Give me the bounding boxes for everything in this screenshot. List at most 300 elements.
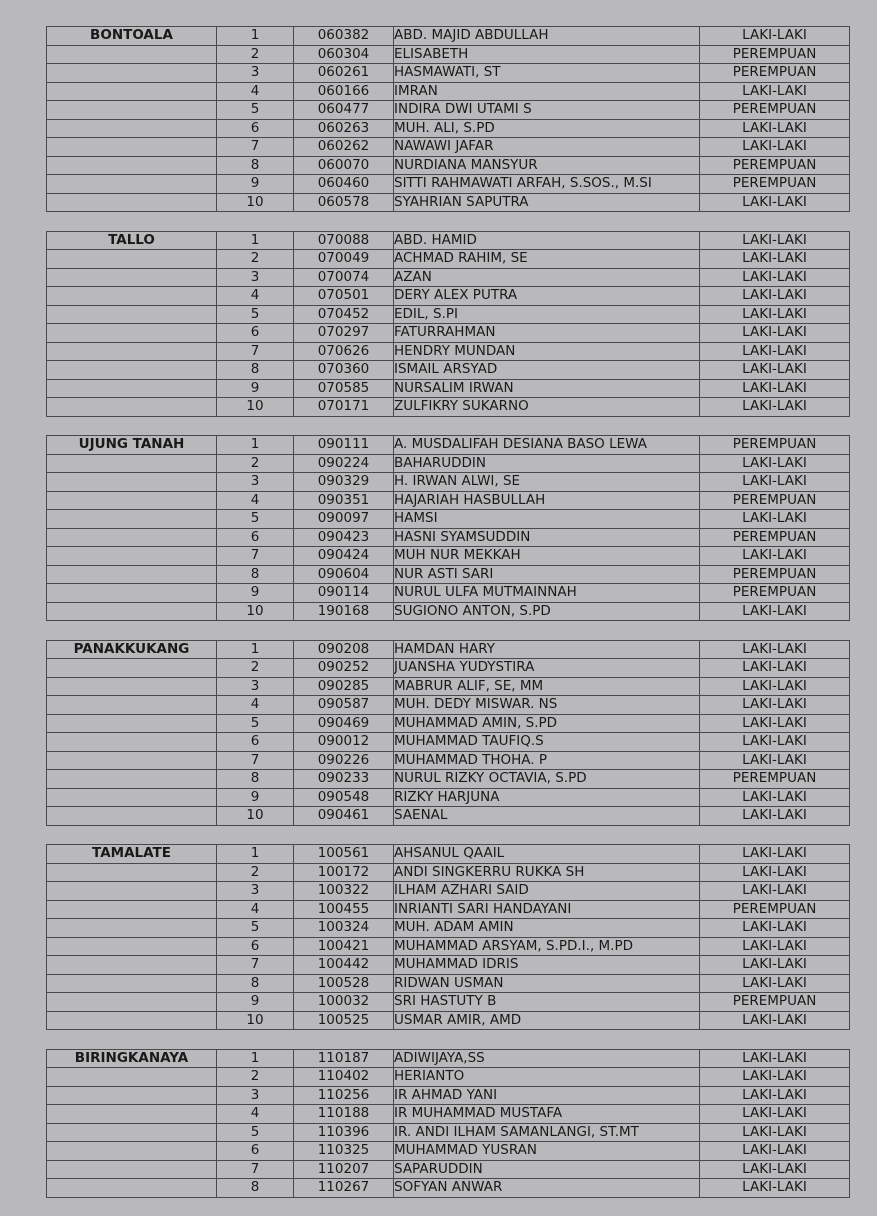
row-number: 4 — [217, 900, 294, 919]
gender: LAKI-LAKI — [700, 510, 850, 529]
district-table — [46, 1049, 850, 1198]
table-row — [47, 193, 850, 212]
district-cell-empty — [47, 193, 217, 212]
person-name: MUH NUR MEKKAH — [394, 547, 700, 566]
row-number: 1 — [217, 436, 294, 455]
district-cell-empty — [47, 250, 217, 269]
gender: LAKI-LAKI — [700, 751, 850, 770]
row-number: 2 — [217, 454, 294, 473]
district-cell-empty — [47, 751, 217, 770]
gender: LAKI-LAKI — [700, 342, 850, 361]
row-number: 6 — [217, 937, 294, 956]
row-number: 8 — [217, 361, 294, 380]
person-name: RIDWAN USMAN — [394, 974, 700, 993]
district-cell-empty — [47, 788, 217, 807]
employee-id: 090461 — [294, 807, 394, 826]
gender: LAKI-LAKI — [700, 398, 850, 417]
district-cell-empty — [47, 138, 217, 157]
table-row — [47, 659, 850, 678]
gender: PEREMPUAN — [700, 436, 850, 455]
gender: LAKI-LAKI — [700, 1068, 850, 1087]
row-number: 8 — [217, 770, 294, 789]
table-row — [47, 101, 850, 120]
employee-id: 090604 — [294, 565, 394, 584]
gender: PEREMPUAN — [700, 64, 850, 83]
district-cell-empty — [47, 454, 217, 473]
district-table — [46, 435, 850, 621]
district-cell-empty — [47, 119, 217, 138]
employee-id: 060262 — [294, 138, 394, 157]
row-number: 10 — [217, 398, 294, 417]
employee-id: 110267 — [294, 1179, 394, 1198]
person-name: IR. ANDI ILHAM SAMANLANGI, ST.MT — [394, 1123, 700, 1142]
gender: LAKI-LAKI — [700, 82, 850, 101]
gender: LAKI-LAKI — [700, 1011, 850, 1030]
table-row — [47, 602, 850, 621]
district-name: TAMALATE — [47, 845, 217, 864]
person-name: RIZKY HARJUNA — [394, 788, 700, 807]
row-number: 8 — [217, 974, 294, 993]
employee-id: 090351 — [294, 491, 394, 510]
row-number: 5 — [217, 101, 294, 120]
employee-id: 090423 — [294, 528, 394, 547]
table-row — [47, 547, 850, 566]
row-number: 1 — [217, 27, 294, 46]
employee-id: 090114 — [294, 584, 394, 603]
table-row — [47, 45, 850, 64]
row-number: 6 — [217, 733, 294, 752]
row-number: 5 — [217, 714, 294, 733]
table-row — [47, 1179, 850, 1198]
district-table — [46, 26, 850, 212]
table-row — [47, 863, 850, 882]
person-name: ILHAM AZHARI SAID — [394, 882, 700, 901]
table-row — [47, 361, 850, 380]
employee-id: 090233 — [294, 770, 394, 789]
person-name: IR AHMAD YANI — [394, 1086, 700, 1105]
district-cell-empty — [47, 379, 217, 398]
table-row — [47, 138, 850, 157]
employee-id: 100032 — [294, 993, 394, 1012]
person-name: BAHARUDDIN — [394, 454, 700, 473]
gender: PEREMPUAN — [700, 45, 850, 64]
person-name: NURDIANA MANSYUR — [394, 156, 700, 175]
district-cell-empty — [47, 677, 217, 696]
employee-id: 090252 — [294, 659, 394, 678]
employee-id: 090548 — [294, 788, 394, 807]
table-row — [47, 436, 850, 455]
district-cell-empty — [47, 900, 217, 919]
person-name: MUHAMMAD ARSYAM, S.PD.I., M.PD — [394, 937, 700, 956]
employee-id: 100172 — [294, 863, 394, 882]
district-cell-empty — [47, 1160, 217, 1179]
person-name: IR MUHAMMAD MUSTAFA — [394, 1105, 700, 1124]
district-cell-empty — [47, 770, 217, 789]
employee-id: 070088 — [294, 231, 394, 250]
person-name: ANDI SINGKERRU RUKKA SH — [394, 863, 700, 882]
gender: LAKI-LAKI — [700, 268, 850, 287]
gender: LAKI-LAKI — [700, 677, 850, 696]
table-row — [47, 677, 850, 696]
district-cell-empty — [47, 342, 217, 361]
employee-id: 090285 — [294, 677, 394, 696]
person-name: DERY ALEX PUTRA — [394, 287, 700, 306]
employee-id: 100528 — [294, 974, 394, 993]
gender: LAKI-LAKI — [700, 27, 850, 46]
row-number: 10 — [217, 807, 294, 826]
gender: LAKI-LAKI — [700, 1160, 850, 1179]
table-row — [47, 64, 850, 83]
person-name: HASNI SYAMSUDDIN — [394, 528, 700, 547]
gender: PEREMPUAN — [700, 101, 850, 120]
row-number: 6 — [217, 528, 294, 547]
row-number: 7 — [217, 138, 294, 157]
row-number: 9 — [217, 379, 294, 398]
person-name: ADIWIJAYA,SS — [394, 1049, 700, 1068]
gender: LAKI-LAKI — [700, 1142, 850, 1161]
person-name: SOFYAN ANWAR — [394, 1179, 700, 1198]
table-row — [47, 770, 850, 789]
row-number: 2 — [217, 45, 294, 64]
district-cell-empty — [47, 305, 217, 324]
person-name: HERIANTO — [394, 1068, 700, 1087]
row-number: 10 — [217, 193, 294, 212]
employee-id: 070452 — [294, 305, 394, 324]
row-number: 4 — [217, 82, 294, 101]
person-name: ISMAIL ARSYAD — [394, 361, 700, 380]
row-number: 7 — [217, 751, 294, 770]
employee-id: 190168 — [294, 602, 394, 621]
table-row — [47, 1123, 850, 1142]
district-cell-empty — [47, 919, 217, 938]
district-table — [46, 844, 850, 1030]
gender: LAKI-LAKI — [700, 640, 850, 659]
district-cell-empty — [47, 156, 217, 175]
gender: LAKI-LAKI — [700, 1123, 850, 1142]
employee-id: 090424 — [294, 547, 394, 566]
row-number: 3 — [217, 268, 294, 287]
person-name: SRI HASTUTY B — [394, 993, 700, 1012]
district-cell-empty — [47, 1105, 217, 1124]
row-number: 3 — [217, 1086, 294, 1105]
table-row — [47, 398, 850, 417]
employee-id: 090587 — [294, 696, 394, 715]
gender: LAKI-LAKI — [700, 193, 850, 212]
row-number: 3 — [217, 64, 294, 83]
person-name: IMRAN — [394, 82, 700, 101]
gender: LAKI-LAKI — [700, 863, 850, 882]
person-name: ACHMAD RAHIM, SE — [394, 250, 700, 269]
gender: LAKI-LAKI — [700, 547, 850, 566]
row-number: 6 — [217, 324, 294, 343]
row-number: 8 — [217, 565, 294, 584]
row-number: 5 — [217, 1123, 294, 1142]
person-name: ABD. MAJID ABDULLAH — [394, 27, 700, 46]
district-cell-empty — [47, 547, 217, 566]
district-cell-empty — [47, 602, 217, 621]
gender: LAKI-LAKI — [700, 454, 850, 473]
row-number: 6 — [217, 1142, 294, 1161]
gender: LAKI-LAKI — [700, 1179, 850, 1198]
table-row — [47, 324, 850, 343]
district-cell-empty — [47, 659, 217, 678]
row-number: 10 — [217, 602, 294, 621]
row-number: 6 — [217, 119, 294, 138]
employee-id: 110396 — [294, 1123, 394, 1142]
gender: PEREMPUAN — [700, 491, 850, 510]
employee-id: 060460 — [294, 175, 394, 194]
employee-id: 070171 — [294, 398, 394, 417]
row-number: 3 — [217, 677, 294, 696]
row-number: 8 — [217, 1179, 294, 1198]
table-row — [47, 751, 850, 770]
district-name: BONTOALA — [47, 27, 217, 46]
gender: PEREMPUAN — [700, 528, 850, 547]
table-row — [47, 1011, 850, 1030]
employee-id: 100421 — [294, 937, 394, 956]
employee-id: 060304 — [294, 45, 394, 64]
person-name: MUH. DEDY MISWAR. NS — [394, 696, 700, 715]
district-name: PANAKKUKANG — [47, 640, 217, 659]
table-row — [47, 250, 850, 269]
table-row — [47, 1086, 850, 1105]
employee-id: 100525 — [294, 1011, 394, 1030]
roster-sheet — [46, 26, 849, 1216]
person-name: ABD. HAMID — [394, 231, 700, 250]
gender: PEREMPUAN — [700, 175, 850, 194]
table-row — [47, 1068, 850, 1087]
row-number: 5 — [217, 510, 294, 529]
row-number: 7 — [217, 1160, 294, 1179]
table-row — [47, 119, 850, 138]
gender: PEREMPUAN — [700, 156, 850, 175]
person-name: AZAN — [394, 268, 700, 287]
table-row — [47, 82, 850, 101]
employee-id: 090329 — [294, 473, 394, 492]
employee-id: 100455 — [294, 900, 394, 919]
person-name: MUH. ALI, S.PD — [394, 119, 700, 138]
table-row — [47, 937, 850, 956]
district-table — [46, 231, 850, 417]
person-name: NUR ASTI SARI — [394, 565, 700, 584]
person-name: SITTI RAHMAWATI ARFAH, S.SOS., M.SI — [394, 175, 700, 194]
gender: LAKI-LAKI — [700, 231, 850, 250]
table-row — [47, 175, 850, 194]
employee-id: 070297 — [294, 324, 394, 343]
table-row — [47, 807, 850, 826]
gender: LAKI-LAKI — [700, 379, 850, 398]
employee-id: 090111 — [294, 436, 394, 455]
employee-id: 060070 — [294, 156, 394, 175]
gender: PEREMPUAN — [700, 770, 850, 789]
person-name: SUGIONO ANTON, S.PD — [394, 602, 700, 621]
table-row — [47, 919, 850, 938]
row-number: 4 — [217, 491, 294, 510]
district-cell-empty — [47, 473, 217, 492]
table-row — [47, 287, 850, 306]
table-row — [47, 231, 850, 250]
person-name: MUHAMMAD AMIN, S.PD — [394, 714, 700, 733]
employee-id: 090012 — [294, 733, 394, 752]
row-number: 5 — [217, 919, 294, 938]
district-cell-empty — [47, 528, 217, 547]
person-name: HASMAWATI, ST — [394, 64, 700, 83]
district-name: BIRINGKANAYA — [47, 1049, 217, 1068]
person-name: USMAR AMIR, AMD — [394, 1011, 700, 1030]
gender: LAKI-LAKI — [700, 602, 850, 621]
employee-id: 110187 — [294, 1049, 394, 1068]
table-row — [47, 156, 850, 175]
gender: LAKI-LAKI — [700, 733, 850, 752]
gender: LAKI-LAKI — [700, 845, 850, 864]
table-row — [47, 845, 850, 864]
district-cell-empty — [47, 491, 217, 510]
employee-id: 110188 — [294, 1105, 394, 1124]
row-number: 8 — [217, 156, 294, 175]
district-cell-empty — [47, 882, 217, 901]
employee-id: 060166 — [294, 82, 394, 101]
district-cell-empty — [47, 324, 217, 343]
person-name: NURSALIM IRWAN — [394, 379, 700, 398]
row-number: 1 — [217, 845, 294, 864]
table-row — [47, 305, 850, 324]
person-name: A. MUSDALIFAH DESIANA BASO LEWA — [394, 436, 700, 455]
person-name: SYAHRIAN SAPUTRA — [394, 193, 700, 212]
person-name: INDIRA DWI UTAMI S — [394, 101, 700, 120]
person-name: SAENAL — [394, 807, 700, 826]
district-cell-empty — [47, 565, 217, 584]
table-row — [47, 510, 850, 529]
table-row — [47, 1105, 850, 1124]
row-number: 3 — [217, 473, 294, 492]
person-name: H. IRWAN ALWI, SE — [394, 473, 700, 492]
row-number: 2 — [217, 659, 294, 678]
gender: LAKI-LAKI — [700, 138, 850, 157]
person-name: JUANSHA YUDYSTIRA — [394, 659, 700, 678]
table-row — [47, 900, 850, 919]
row-number: 9 — [217, 993, 294, 1012]
district-cell-empty — [47, 937, 217, 956]
employee-id: 070626 — [294, 342, 394, 361]
table-row — [47, 993, 850, 1012]
table-row — [47, 714, 850, 733]
gender: LAKI-LAKI — [700, 473, 850, 492]
gender: LAKI-LAKI — [700, 956, 850, 975]
person-name: HENDRY MUNDAN — [394, 342, 700, 361]
gender: LAKI-LAKI — [700, 324, 850, 343]
gender: LAKI-LAKI — [700, 788, 850, 807]
row-number: 1 — [217, 640, 294, 659]
gender: PEREMPUAN — [700, 900, 850, 919]
district-cell-empty — [47, 268, 217, 287]
gender: LAKI-LAKI — [700, 919, 850, 938]
employee-id: 070360 — [294, 361, 394, 380]
person-name: FATURRAHMAN — [394, 324, 700, 343]
district-name: TALLO — [47, 231, 217, 250]
person-name: NURUL RIZKY OCTAVIA, S.PD — [394, 770, 700, 789]
employee-id: 060382 — [294, 27, 394, 46]
employee-id: 110256 — [294, 1086, 394, 1105]
row-number: 9 — [217, 584, 294, 603]
district-cell-empty — [47, 45, 217, 64]
gender: LAKI-LAKI — [700, 714, 850, 733]
district-cell-empty — [47, 510, 217, 529]
employee-id: 100324 — [294, 919, 394, 938]
employee-id: 110207 — [294, 1160, 394, 1179]
person-name: NURUL ULFA MUTMAINNAH — [394, 584, 700, 603]
district-cell-empty — [47, 1179, 217, 1198]
gender: LAKI-LAKI — [700, 1049, 850, 1068]
row-number: 10 — [217, 1011, 294, 1030]
employee-id: 090226 — [294, 751, 394, 770]
row-number: 9 — [217, 175, 294, 194]
person-name: NAWAWI JAFAR — [394, 138, 700, 157]
table-row — [47, 27, 850, 46]
district-name: UJUNG TANAH — [47, 436, 217, 455]
table-row — [47, 473, 850, 492]
employee-id: 060477 — [294, 101, 394, 120]
row-number: 5 — [217, 305, 294, 324]
gender: LAKI-LAKI — [700, 1086, 850, 1105]
district-cell-empty — [47, 1011, 217, 1030]
person-name: EDIL, S.PI — [394, 305, 700, 324]
district-table — [46, 640, 850, 826]
row-number: 2 — [217, 1068, 294, 1087]
person-name: MUHAMMAD IDRIS — [394, 956, 700, 975]
row-number: 4 — [217, 696, 294, 715]
employee-id: 110402 — [294, 1068, 394, 1087]
gender: LAKI-LAKI — [700, 119, 850, 138]
employee-id: 070585 — [294, 379, 394, 398]
gender: PEREMPUAN — [700, 993, 850, 1012]
employee-id: 060261 — [294, 64, 394, 83]
district-cell-empty — [47, 696, 217, 715]
table-row — [47, 565, 850, 584]
gender: PEREMPUAN — [700, 584, 850, 603]
employee-id: 090469 — [294, 714, 394, 733]
table-row — [47, 696, 850, 715]
district-cell-empty — [47, 361, 217, 380]
person-name: MABRUR ALIF, SE, MM — [394, 677, 700, 696]
gender: LAKI-LAKI — [700, 807, 850, 826]
row-number: 1 — [217, 1049, 294, 1068]
employee-id: 060263 — [294, 119, 394, 138]
row-number: 7 — [217, 547, 294, 566]
table-row — [47, 788, 850, 807]
district-cell-empty — [47, 714, 217, 733]
district-cell-empty — [47, 807, 217, 826]
row-number: 4 — [217, 1105, 294, 1124]
employee-id: 090208 — [294, 640, 394, 659]
table-row — [47, 974, 850, 993]
table-row — [47, 1160, 850, 1179]
person-name: ELISABETH — [394, 45, 700, 64]
table-row — [47, 640, 850, 659]
district-cell-empty — [47, 1086, 217, 1105]
table-row — [47, 584, 850, 603]
gender: PEREMPUAN — [700, 565, 850, 584]
table-row — [47, 491, 850, 510]
district-cell-empty — [47, 82, 217, 101]
district-cell-empty — [47, 584, 217, 603]
person-name: SAPARUDDIN — [394, 1160, 700, 1179]
district-cell-empty — [47, 956, 217, 975]
gender: LAKI-LAKI — [700, 305, 850, 324]
person-name: INRIANTI SARI HANDAYANI — [394, 900, 700, 919]
district-cell-empty — [47, 1142, 217, 1161]
employee-id: 070074 — [294, 268, 394, 287]
person-name: MUHAMMAD TAUFIQ.S — [394, 733, 700, 752]
